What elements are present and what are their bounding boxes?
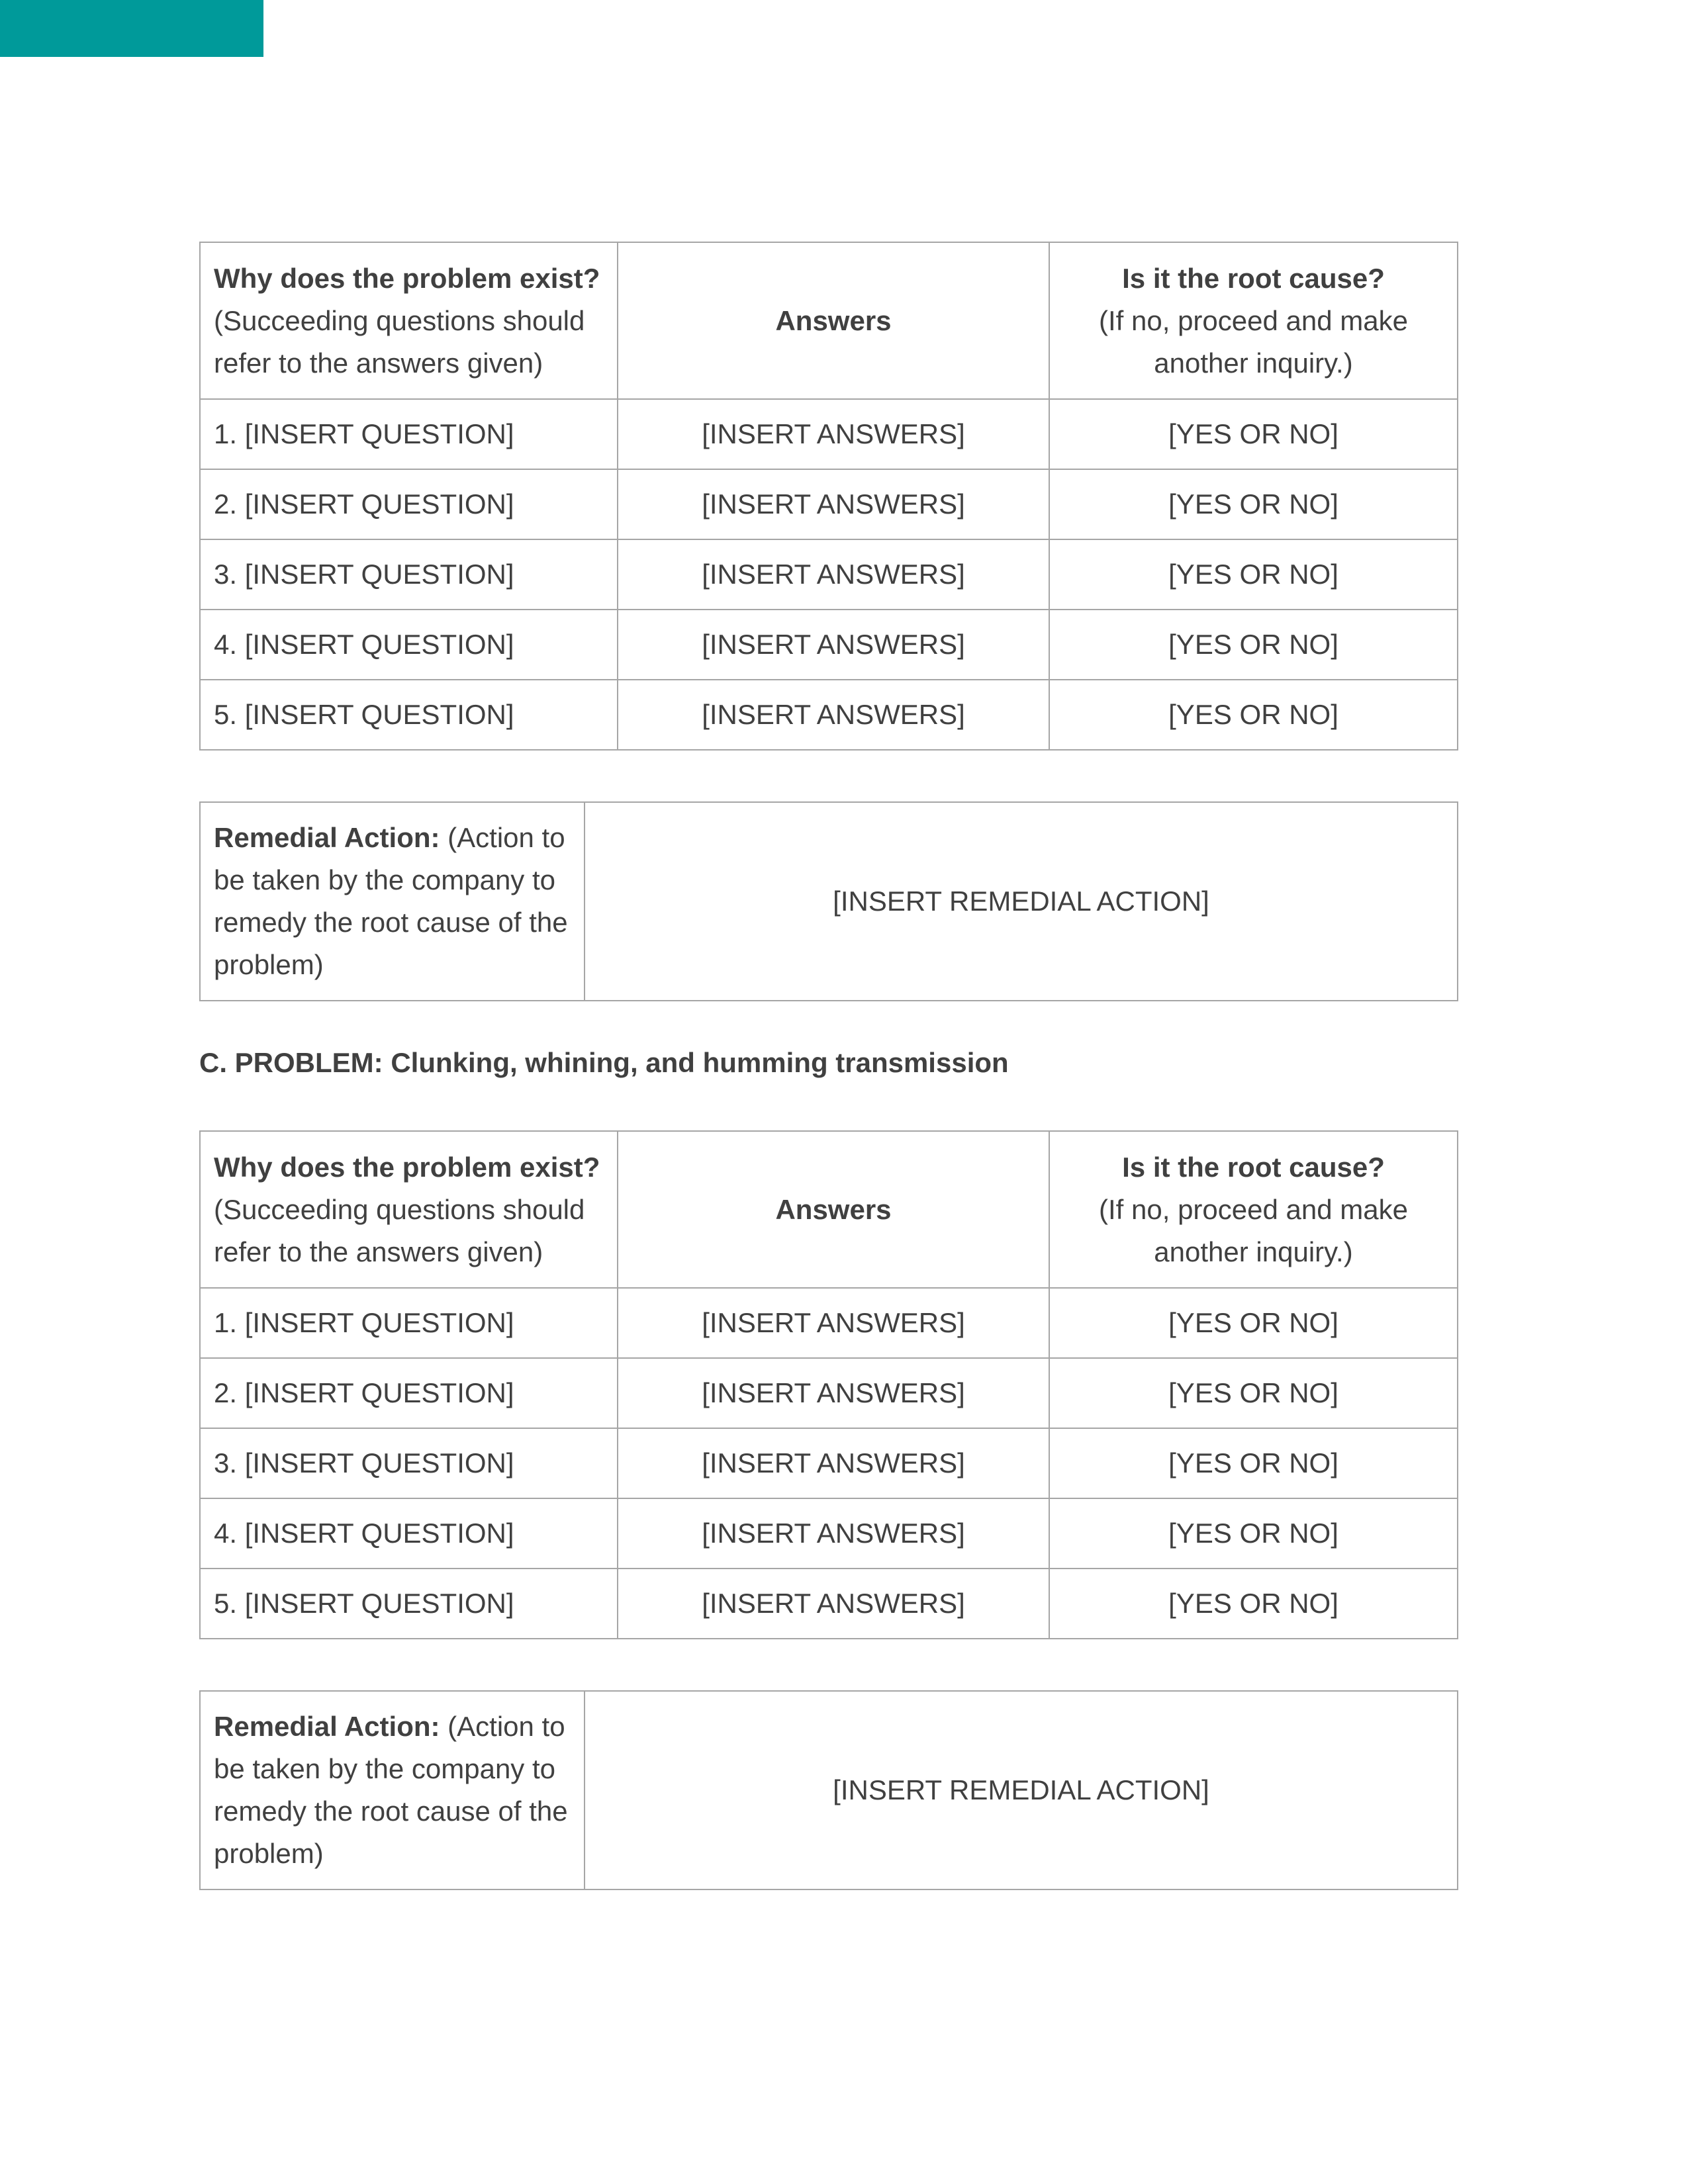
root-cause-header-note: (If no, proceed and make another inquiry.) bbox=[1099, 1193, 1408, 1267]
table-row bbox=[200, 680, 1458, 750]
question-cell[interactable]: 4. [INSERT QUESTION] bbox=[200, 610, 618, 680]
table-row bbox=[200, 469, 1458, 539]
why-header-cell bbox=[200, 1131, 618, 1288]
table-header-row bbox=[200, 242, 1458, 399]
answer-cell[interactable]: [INSERT ANSWERS] bbox=[618, 1288, 1049, 1358]
question-cell[interactable]: 4. [INSERT QUESTION] bbox=[200, 1498, 618, 1569]
question-cell[interactable]: 2. [INSERT QUESTION] bbox=[200, 1358, 618, 1428]
root-cause-cell[interactable]: [YES OR NO] bbox=[1049, 1358, 1458, 1428]
root-cause-cell[interactable]: [YES OR NO] bbox=[1049, 610, 1458, 680]
root-cause-header-note: (If no, proceed and make another inquiry.) bbox=[1099, 304, 1408, 379]
answer-cell[interactable]: [INSERT ANSWERS] bbox=[618, 469, 1049, 539]
remedial-action-description: (Action to be taken by the company to remedy the root cause of the problem) bbox=[214, 1711, 568, 1869]
root-cause-cell[interactable]: [YES OR NO] bbox=[1049, 1428, 1458, 1498]
table-row bbox=[200, 399, 1458, 469]
table-row bbox=[200, 539, 1458, 610]
remedial-action-label: Remedial Action: bbox=[214, 822, 440, 853]
answer-cell[interactable]: [INSERT ANSWERS] bbox=[618, 1428, 1049, 1498]
remedial-action-value[interactable]: [INSERT REMEDIAL ACTION] bbox=[585, 1691, 1458, 1889]
why-header-title: Why does the problem exist? bbox=[214, 1151, 600, 1183]
table-row bbox=[200, 1288, 1458, 1358]
root-cause-cell[interactable]: [YES OR NO] bbox=[1049, 1288, 1458, 1358]
answer-cell[interactable]: [INSERT ANSWERS] bbox=[618, 680, 1049, 750]
remedial-action-row bbox=[200, 802, 1458, 1001]
root-cause-cell[interactable]: [YES OR NO] bbox=[1049, 680, 1458, 750]
answer-cell[interactable]: [INSERT ANSWERS] bbox=[618, 539, 1049, 610]
table-row bbox=[200, 1358, 1458, 1428]
remedial-action-label-cell bbox=[200, 1691, 585, 1889]
question-cell[interactable]: 3. [INSERT QUESTION] bbox=[200, 539, 618, 610]
question-cell[interactable]: 3. [INSERT QUESTION] bbox=[200, 1428, 618, 1498]
answer-cell[interactable]: [INSERT ANSWERS] bbox=[618, 1569, 1049, 1639]
root-cause-header-title: Is it the root cause? bbox=[1122, 262, 1385, 294]
answer-cell[interactable]: [INSERT ANSWERS] bbox=[618, 610, 1049, 680]
answer-cell[interactable]: [INSERT ANSWERS] bbox=[618, 399, 1049, 469]
table-row bbox=[200, 1428, 1458, 1498]
header-accent-bar bbox=[0, 0, 263, 57]
answers-header-cell: Answers bbox=[618, 242, 1049, 399]
five-whys-table bbox=[199, 242, 1458, 751]
root-cause-cell[interactable]: [YES OR NO] bbox=[1049, 399, 1458, 469]
remedial-action-label-cell bbox=[200, 802, 585, 1001]
remedial-action-table bbox=[199, 1690, 1458, 1890]
answer-cell[interactable]: [INSERT ANSWERS] bbox=[618, 1498, 1049, 1569]
root-cause-cell[interactable]: [YES OR NO] bbox=[1049, 1569, 1458, 1639]
section-heading: C. PROBLEM: Clunking, whining, and humming transmission bbox=[199, 1047, 1009, 1078]
root-cause-cell[interactable]: [YES OR NO] bbox=[1049, 1498, 1458, 1569]
why-header-title: Why does the problem exist? bbox=[214, 262, 600, 294]
question-cell[interactable]: 5. [INSERT QUESTION] bbox=[200, 1569, 618, 1639]
root-cause-cell[interactable]: [YES OR NO] bbox=[1049, 469, 1458, 539]
why-header-note: (Succeeding questions should refer to the answers given) bbox=[214, 1193, 585, 1267]
question-cell[interactable]: 1. [INSERT QUESTION] bbox=[200, 1288, 618, 1358]
table-row bbox=[200, 610, 1458, 680]
table-header-row bbox=[200, 1131, 1458, 1288]
root-cause-header-cell bbox=[1049, 1131, 1458, 1288]
remedial-action-table bbox=[199, 801, 1458, 1001]
question-cell[interactable]: 2. [INSERT QUESTION] bbox=[200, 469, 618, 539]
remedial-action-label: Remedial Action: bbox=[214, 1711, 440, 1742]
why-header-note: (Succeeding questions should refer to the answers given) bbox=[214, 304, 585, 379]
answer-cell[interactable]: [INSERT ANSWERS] bbox=[618, 1358, 1049, 1428]
remedial-action-value[interactable]: [INSERT REMEDIAL ACTION] bbox=[585, 802, 1458, 1001]
remedial-action-description: (Action to be taken by the company to remedy the root cause of the problem) bbox=[214, 822, 568, 980]
table-row bbox=[200, 1569, 1458, 1639]
five-whys-table bbox=[199, 1130, 1458, 1639]
remedial-action-row bbox=[200, 1691, 1458, 1889]
question-cell[interactable]: 5. [INSERT QUESTION] bbox=[200, 680, 618, 750]
question-cell[interactable]: 1. [INSERT QUESTION] bbox=[200, 399, 618, 469]
root-cause-cell[interactable]: [YES OR NO] bbox=[1049, 539, 1458, 610]
root-cause-header-title: Is it the root cause? bbox=[1122, 1151, 1385, 1183]
root-cause-header-cell bbox=[1049, 242, 1458, 399]
table-row bbox=[200, 1498, 1458, 1569]
answers-header-cell: Answers bbox=[618, 1131, 1049, 1288]
why-header-cell bbox=[200, 242, 618, 399]
